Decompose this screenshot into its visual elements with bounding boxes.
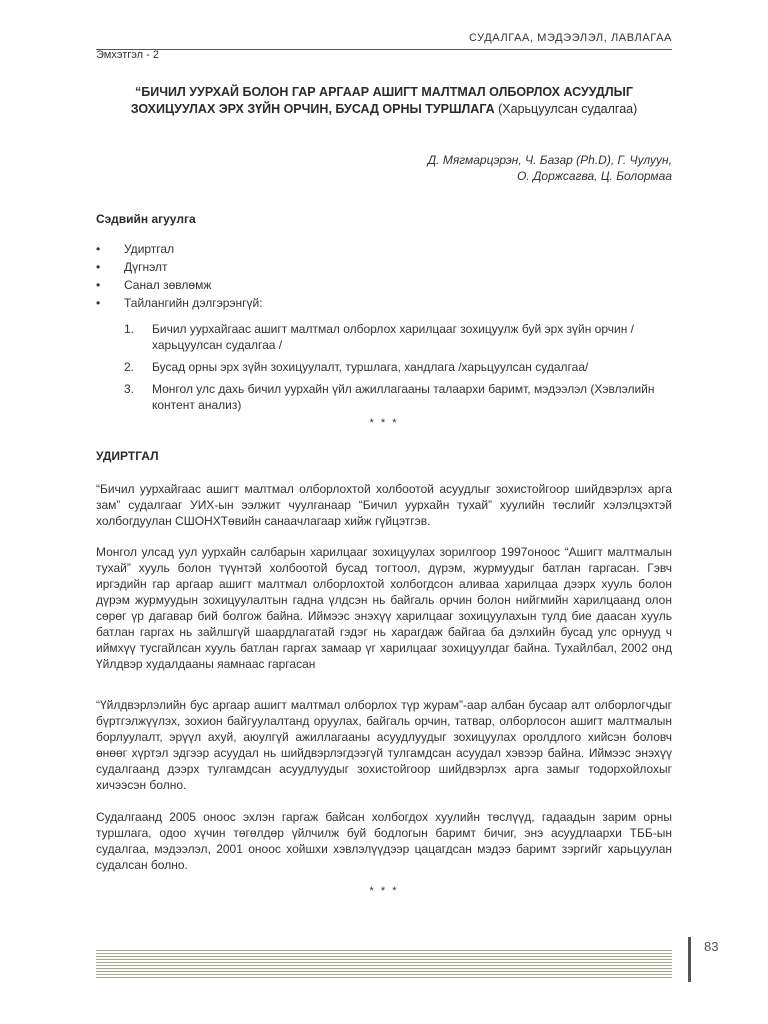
bullet-text: Санал зөвлөмж [124, 278, 212, 292]
bullet-marker: • [96, 278, 101, 292]
title-subtitle: (Харьцуулсан судалгаа) [494, 102, 638, 116]
item-text: Монгол улс дахь бичил уурхайн үйл ажиллагааны талаархи баримт, мэдээлэл (Хэвлэлийн контент анализ) [152, 382, 655, 412]
document-title [96, 84, 672, 118]
running-header: СУДАЛГАА, МЭДЭЭЛЭЛ, ЛАВЛАГАА [468, 32, 672, 44]
appendix-label: Эмхэтгэл - 2 [96, 49, 159, 61]
bullet-text: Удиртгал [124, 242, 175, 256]
intro-paragraph-4: Судалгаанд 2005 оноос эхлэн гаргаж байсан холбогдох хуулийн төслүүд, гадаадын зарим орны туршлага, одоо хүчин төгөлдөр үйлчилж буй бодлогын баримт бичиг, энэ асуудлаархи ТББ-ын судалгаа, мэдээлэл, 2001 оноос хойшхи хэвлэлүүдээр цацагдсан мэдээ баримт зэргийг харьцуулан судалсан болно. [96, 810, 672, 872]
authors-block [252, 152, 672, 184]
item-number: 3. [124, 382, 135, 396]
bullet-item [96, 240, 672, 258]
bullet-text: Тайлангийн дэлгэрэнгүй: [124, 296, 263, 310]
contents-heading: Сэдвийн агуулга [96, 212, 196, 226]
bullet-item [96, 258, 672, 276]
bullet-item [96, 276, 672, 294]
bullet-text: Дүгнэлт [124, 260, 168, 274]
numbered-item [124, 359, 672, 375]
item-text: Бусад орны эрх зүйн зохицуулалт, туршлага, хандлага /харьцуулсан судалгаа/ [152, 360, 589, 374]
header-rule [96, 49, 672, 50]
footer-bar [688, 937, 691, 982]
intro-paragraph-3: “Үйлдвэрлэлийн бус аргаар ашигт малтмал олборлох түр журам”-аар албан бусаар алт олборлогчдыг бүртгэлжүүлэх, зохион байгуулалтанд оруулах, байгаль орчин, татвар, олборлосон ашигт малтмалын борлуулалт, эрүүл ахуй, аюулгүй ажиллагааны асуудлуудыг зохицуулах оролдлого хийсэн боловч өнөөг хүртэл эдгээр асуудал нь шийдвэрлэгдээгүй тулгамдсан асуудал хэвээр байна. Иймээс энэхүү судалгаанд дээрх тулгамдсан асуудлуудыг зохистойгоор шийдвэрлэх арга замыг тодорхойлохыг хичээсэн болно. [96, 698, 672, 792]
numbered-item [124, 321, 672, 353]
authors-line-1: Д. Мягмарцэрэн, Ч. Базар (Ph.D), Г. Чулуун, [427, 153, 672, 167]
intro-paragraph-2: Монгол улсад уул уурхайн салбарын харилцааг зохицуулах зорилгоор 1997оноос “Ашигт малтмалын тухай” хууль болон түүнтэй холбоотой бусад тогтоол, дүрэм, журмуудыг батлан гаргасан. Гэвч иргэдийн гар аргаар ашигт малтмал олборлохтой холбогдсон аливаа харилцаа дээрх хууль болон дүрэм журмуудын зохицуулалтын гадна үлдсэн нь байгаль орчин болон нийгмийн харилцаанд олон сөрөг үр дагавар бий болгож байна. Иймээс энэхүү харилцааг зохицуулахын тулд бие даасан хууль батлан гаргах нь зайлшгүй шаардлагатай гэдэг нь харагдаж байгаа ба дэлхийн бусад улс орнууд ч иймхүү тусгайлсан хууль батлан гаргах замаар үг харилцааг зохицуулдаг байна. Тухайлбал, 2002 онд Үйлдвэр худалдааны яамнаас гаргасан [96, 545, 672, 671]
item-number: 1. [124, 322, 135, 336]
contents-numbered-list [124, 321, 672, 419]
bullet-marker: • [96, 296, 101, 310]
footer-decoration [96, 950, 672, 980]
authors-line-2: О. Доржсагва, Ц. Болормаа [516, 169, 672, 183]
item-text: Бичил уурхайгаас ашигт малтмал олборлох харилцааг зохицуулж буй эрх зүйн орчин /харьцуулсан судалгаа / [152, 322, 635, 352]
bullet-marker: • [96, 260, 101, 274]
bullet-item [96, 294, 672, 312]
section-separator: * * * [369, 885, 399, 897]
item-number: 2. [124, 360, 135, 374]
intro-heading: УДИРТГАЛ [96, 449, 159, 463]
section-separator: * * * [369, 417, 399, 429]
numbered-item [124, 381, 672, 413]
page-number: 83 [704, 939, 719, 954]
contents-bullet-list [96, 240, 672, 312]
bullet-marker: • [96, 242, 101, 256]
title-main: “БИЧИЛ УУРХАЙ БОЛОН ГАР АРГААР АШИГТ МАЛТМАЛ ОЛБОРЛОХ АСУУДЛЫГ ЗОХИЦУУЛАХ ЭРХ ЗҮЙН ОРЧИН, БУСАД ОРНЫ ТУРШЛАГА [130, 85, 633, 116]
intro-paragraph-1: “Бичил уурхайгаас ашигт малтмал олборлохтой холбоотой асуудлыг зохистойгоор шийдвэрлэх арга зам” судалгааг УИХ-ын ээлжит чуулганаар “Бичил уурхайн тухай” хуулийн төслийг хэлэлцэхтэй холбогдуулан СШОНХТөвийн санаачлагаар хийж гүйцэтгэв. [96, 482, 672, 528]
